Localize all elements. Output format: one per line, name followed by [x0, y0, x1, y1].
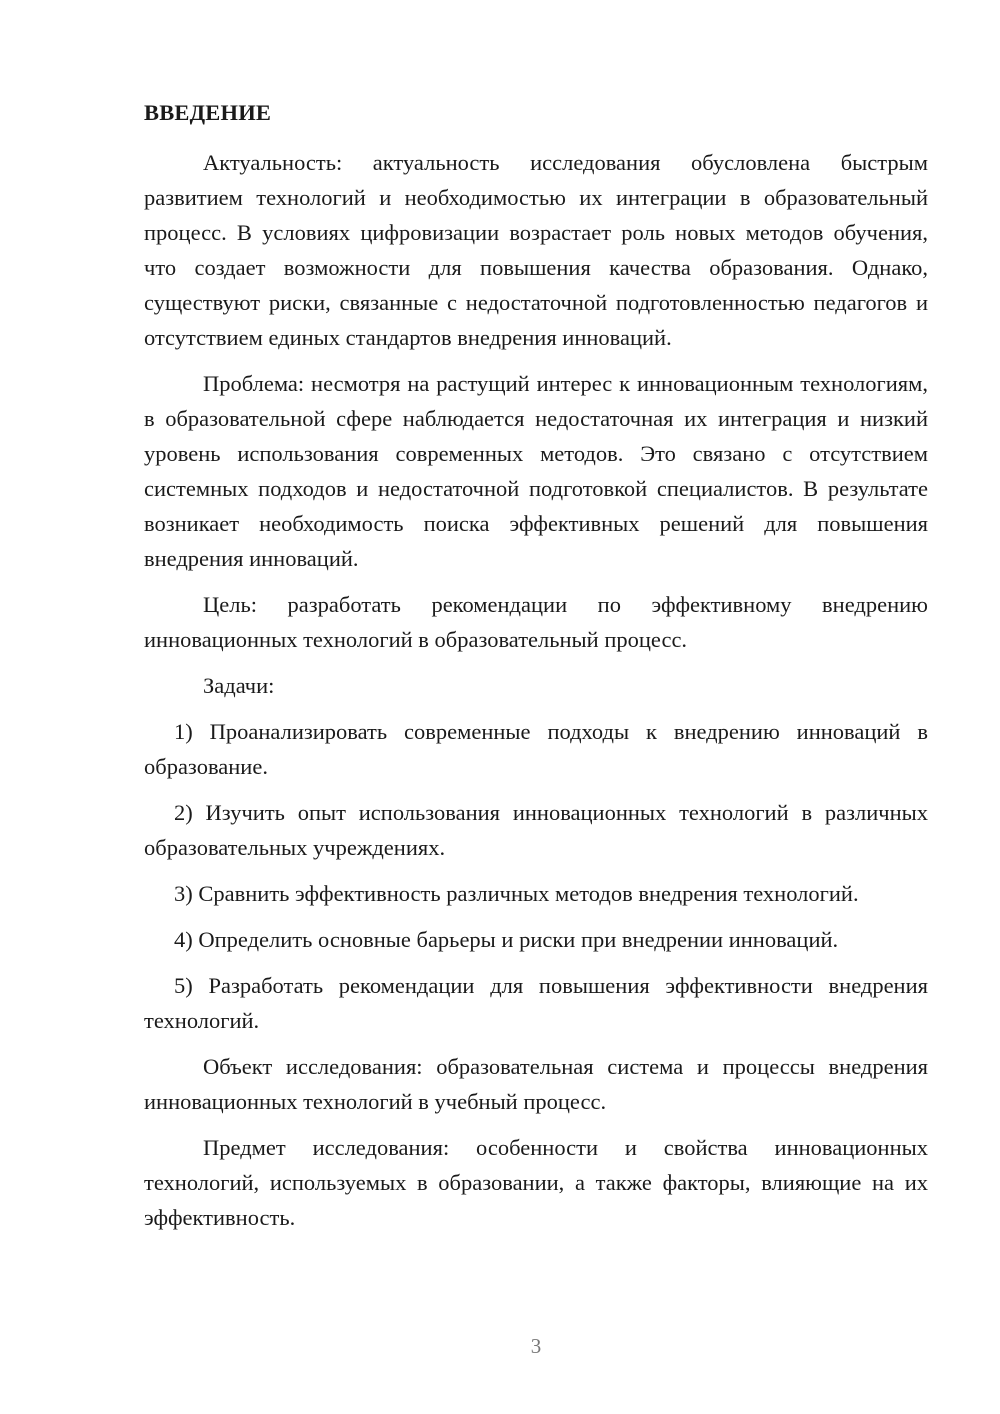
task-item: 1) Проанализировать современные подходы к внедрению инноваций в образование.	[144, 719, 928, 779]
task-item: 3) Сравнить эффективность различных методов внедрения технологий.	[174, 881, 859, 906]
page-number: 3	[530, 1334, 542, 1358]
subject-paragraph: Предмет исследования: особенности и свойства инновационных технологий, используемых в образовании, а также факторы, влияющие на их эффективность.	[144, 1135, 928, 1230]
task-item: 4) Определить основные барьеры и риски при внедрении инноваций.	[174, 927, 839, 952]
task-item: 5) Разработать рекомендации для повышения эффективности внедрения технологий.	[144, 973, 928, 1033]
task-item: 2) Изучить опыт использования инновационных технологий в различных образовательных учреждениях.	[144, 800, 928, 860]
tasks-heading: Задачи:	[203, 673, 275, 698]
section-title: ВВЕДЕНИЕ	[144, 100, 272, 125]
object-paragraph: Объект исследования: образовательная система и процессы внедрения инновационных технологий в учебный процесс.	[144, 1054, 928, 1114]
document-page	[144, 95, 928, 1246]
relevance-paragraph: Актуальность: актуальность исследования обусловлена быстрым развитием технологий и необходимостью их интеграции в образовательный процесс. В условиях цифровизации возрастает роль новых методов обучения, что создает возможности для повышения качества образования. Однако, существуют риски, связанные с недостаточной подготовленностью педагогов и отсутствием единых стандартов внедрения инноваций.	[144, 150, 928, 350]
problem-paragraph: Проблема: несмотря на растущий интерес к инновационным технологиям, в образовательной сфере наблюдается недостаточная их интеграция и низкий уровень использования современных методов. Это связано с отсутствием системных подходов и недостаточной подготовкой специалистов. В результате возникает необходимость поиска эффективных решений для повышения внедрения инноваций.	[144, 371, 928, 571]
tasks-list	[144, 714, 928, 1038]
goal-paragraph: Цель: разработать рекомендации по эффективному внедрению инновационных технологий в образовательный процесс.	[144, 592, 928, 652]
